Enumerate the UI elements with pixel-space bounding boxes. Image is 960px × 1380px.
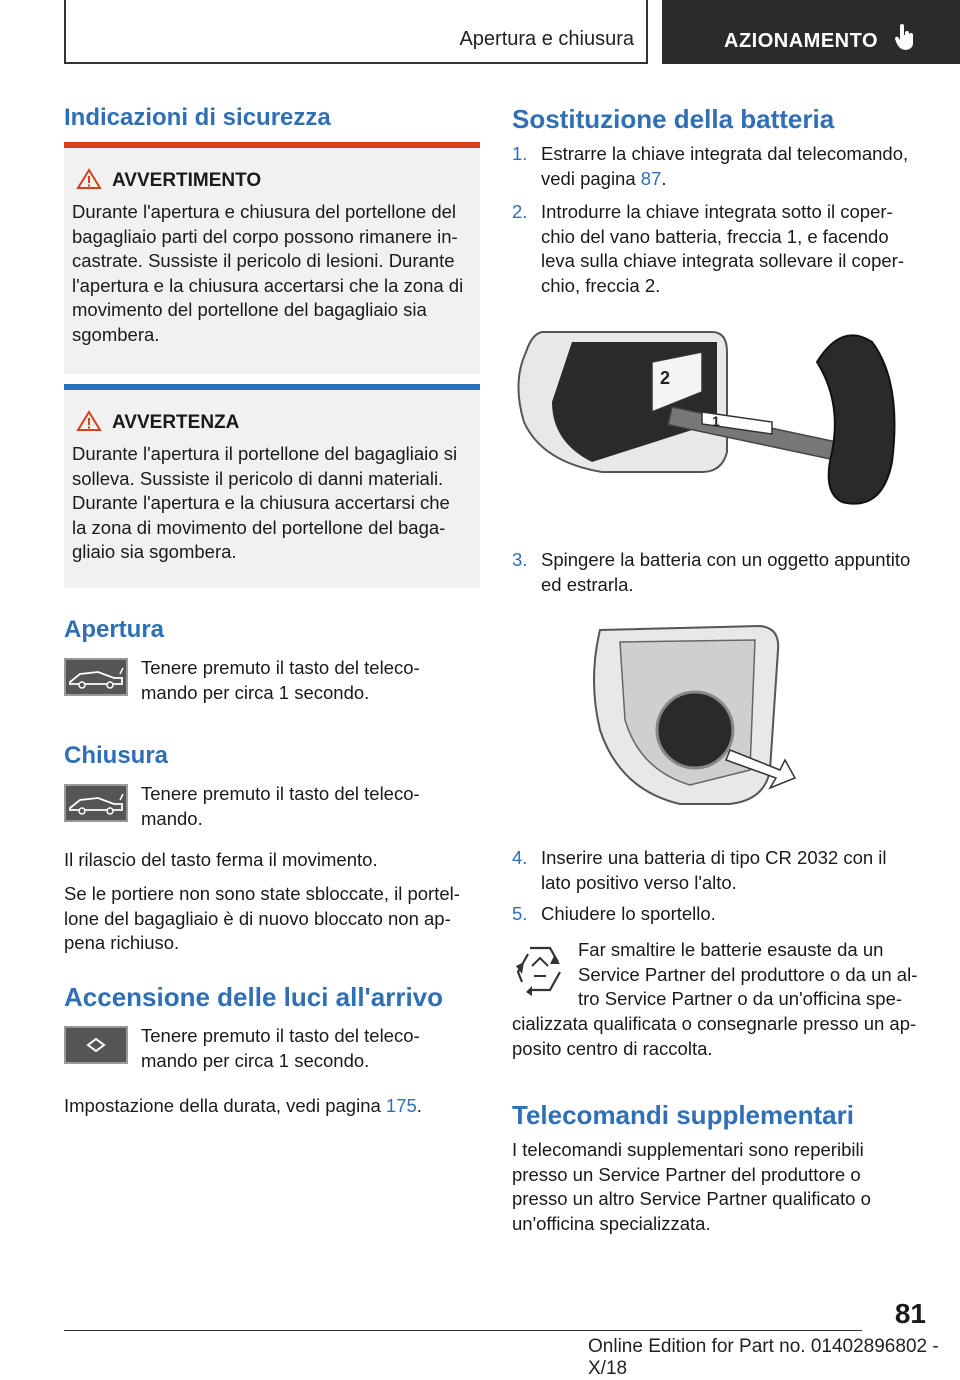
- warning-body-1: Durante l'apertura e chiusura del portellone del bagagliaio parti del corpo possono rimanere in- castrate. Sussiste il pericolo di lesioni. Durante l'apertura e la chiusura accertarsi che la zona di movimento del portellone del bagagliaio sia sgombera.: [72, 201, 464, 345]
- header-section-title: Apertura e chiusura: [459, 28, 634, 50]
- doors-paragraph: Se le portiere non sono state sbloccate, il portel- lone del bagagliaio è di nuovo bloccato non ap- pena richiuso.: [64, 883, 460, 953]
- light-key-icon: [64, 1026, 128, 1064]
- warning-bar-2: [64, 384, 480, 390]
- warning-triangle-icon: [76, 168, 102, 190]
- step-5-text: Chiudere lo sportello.: [541, 903, 716, 924]
- welcome-light-title: Accensione delle luci all'arrivo: [64, 982, 444, 1012]
- warning-title-1: AVVERTIMENTO: [112, 170, 262, 191]
- step-number-2: 2.: [512, 201, 528, 222]
- safety-title: Indicazioni di sicurezza: [64, 104, 331, 131]
- battery-title: Sostituzione della batteria: [512, 104, 835, 134]
- edition-text: Online Edition for Part no. 01402896802 - X/18: [588, 1336, 939, 1379]
- step-3-text: Spingere la batteria con un oggetto appuntito ed estrarla.: [541, 549, 911, 595]
- step-2-text: Introdurre la chiave integrata sotto il coper- chio del vano batteria, freccia 1, e facendo leva sulla chiave integrata sollevare il coper- chio, freccia 2.: [541, 201, 904, 296]
- warning-triangle-icon: [76, 410, 102, 432]
- extra-remotes-text: I telecomandi supplementari sono reperibili presso un Service Partner del produttore o presso un altro Service Partner qualificato o un'officina specializzata.: [512, 1139, 871, 1234]
- chiusura-text: Tenere premuto il tasto del teleco- mando.: [141, 783, 420, 829]
- pointing-hand-icon: [894, 24, 916, 50]
- header-chapter-label: AZIONAMENTO: [724, 30, 879, 52]
- recycle-text-continued: cializzata qualificata o consegnarle presso un ap- posito centro di raccolta.: [512, 1013, 917, 1059]
- warning-box-1: [64, 142, 480, 374]
- arrow-2-label: 2: [660, 368, 671, 388]
- step-number-3: 3.: [512, 549, 528, 570]
- warning-body-2: Durante l'apertura il portellone del bagagliaio si solleva. Sussiste il pericolo di danni materiali. Durante l'apertura e la chiusura accertarsi che la zona di movimento del portellone del baga- gliaio sia sgombera.: [72, 443, 458, 562]
- key-cover-illustration: [512, 322, 912, 518]
- footer-divider: [64, 1330, 862, 1331]
- apertura-text: Tenere premuto il tasto del teleco- mando per circa 1 secondo.: [141, 657, 420, 703]
- warning-title-2: AVVERTENZA: [112, 412, 240, 433]
- step-4-text: Inserire una batteria di tipo CR 2032 con il lato positivo verso l'alto.: [541, 847, 887, 893]
- step-1-text: Estrarre la chiave integrata dal telecomando, vedi pagina 87.: [541, 143, 909, 189]
- apertura-title: Apertura: [64, 616, 165, 643]
- release-paragraph: Il rilascio del tasto ferma il movimento.: [64, 849, 378, 870]
- battery-compartment-illustration: [580, 620, 830, 810]
- welcome-light-text: Tenere premuto il tasto del teleco- mando per circa 1 secondo.: [141, 1025, 420, 1071]
- trunk-close-key-icon: [64, 784, 128, 822]
- duration-paragraph: Impostazione della durata, vedi pagina 175.: [64, 1095, 422, 1116]
- trunk-open-key-icon: [64, 658, 128, 696]
- recycle-icon: [514, 942, 566, 996]
- warning-bar-1: [64, 142, 480, 148]
- arrow-1-label: 1: [712, 413, 720, 429]
- recycle-text: Far smaltire le batterie esauste da un Service Partner del produttore o da un al- tro Service Partner o da un'officina spe-: [578, 939, 918, 1009]
- extra-remotes-title: Telecomandi supplementari: [512, 1100, 854, 1130]
- page-link-87[interactable]: 87: [640, 167, 662, 189]
- step-number-5: 5.: [512, 903, 528, 924]
- header-chapter-tab: [662, 0, 960, 64]
- warning-box-2: [64, 384, 480, 588]
- step-number-1: 1.: [512, 143, 528, 164]
- chiusura-title: Chiusura: [64, 742, 169, 769]
- page-link-175[interactable]: 175: [385, 1095, 417, 1116]
- page-number: 81: [894, 1298, 926, 1329]
- step-number-4: 4.: [512, 847, 528, 868]
